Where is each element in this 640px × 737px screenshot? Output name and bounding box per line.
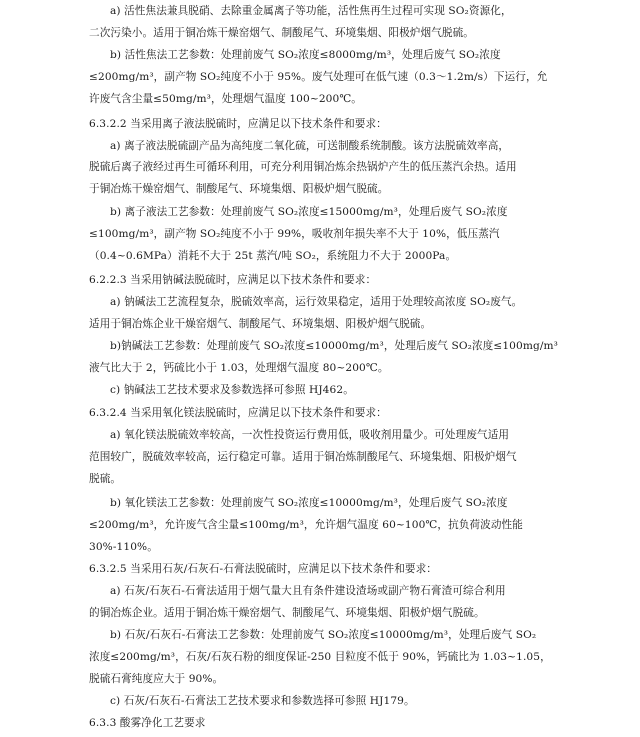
text-line: 范围较广，脱硫效率较高，运行稳定可靠。适用于铜冶炼制酸尾气、环境集烟、阳极炉烟气 xyxy=(89,451,517,463)
section-heading: 6.3.2.4 当采用氧化镁法脱硫时，应满足以下技术条件和要求： xyxy=(89,407,387,419)
text-line: a) 钠碱法工艺流程复杂，脱硫效率高，运行效果稳定，适用于处理较高浓度 SO₂废气。 xyxy=(110,296,523,308)
text-line: c) 石灰/石灰石-石膏法工艺技术要求和参数选择可参照 HJ179。 xyxy=(110,695,415,707)
text-line: b)钠碱法工艺参数：处理前废气 SO₂浓度≤10000mg/m³，处理后废气 SO₂浓度≤100mg/m³ xyxy=(110,340,559,352)
text-line: b) 离子液法工艺参数：处理前废气 SO₂浓度≤15000mg/m³，处理后废气 SO₂浓度 xyxy=(110,206,508,218)
section-heading: 6.2.2.3 当采用钠碱法脱硫时，应满足以下技术条件和要求： xyxy=(89,274,377,286)
text-line: （0.4~0.6MPa）消耗不大于 25t 蒸汽/吨 SO₂，系统阻力不大于 2000Pa。 xyxy=(89,250,457,262)
text-line: ≤200mg/m³，副产物 SO₂纯度不小于 95%。废气处理可在低气速（0.3～1.2m/s）下运行，允 xyxy=(89,71,548,83)
text-line: b) 氧化镁法工艺参数：处理前废气 SO₂浓度≤10000mg/m³，处理后废气 SO₂浓度 xyxy=(110,497,508,509)
text-line: 适用于铜冶炼企业干燥窑烟气、制酸尾气、环境集烟、阳极炉烟气脱硫。 xyxy=(89,318,432,330)
text-line: a) 氧化镁法脱硫效率较高，一次性投资运行费用低，吸收剂用量少。可处理废气适用 xyxy=(110,429,510,441)
text-line: 30%-110%。 xyxy=(89,541,158,553)
text-line: c) 钠碱法工艺技术要求及参数选择可参照 HJ462。 xyxy=(110,384,354,396)
text-line: a) 离子液法脱硫副产品为高纯度二氧化硫，可送制酸系统制酸。该方法脱硫效率高， xyxy=(110,140,510,152)
text-line: 二次污染小。适用于铜冶炼干燥窑烟气、制酸尾气、环境集烟、阳极炉烟气脱硫。 xyxy=(89,27,474,39)
section-heading: 6.3.3 酸雾净化工艺要求 xyxy=(89,717,206,729)
text-line: 的铜冶炼企业。适用于铜冶炼干燥窑烟气、制酸尾气、环境集烟、阳极炉烟气脱硫。 xyxy=(89,607,485,619)
text-line: ≤100mg/m³，副产物 SO₂纯度不小于 99%，吸收剂年损失率不大于 10%，低压蒸汽 xyxy=(89,228,500,240)
text-line: 脱硫石膏纯度应大于 90%。 xyxy=(89,673,224,685)
text-line: 于铜冶炼干燥窑烟气、制酸尾气、环境集烟、阳极炉烟气脱硫。 xyxy=(89,183,389,195)
text-line: 浓度≤200mg/m³，石灰/石灰石粉的细度保证-250 目粒度不低于 90%，钙硫比为 1.03~1.05， xyxy=(89,651,551,663)
section-heading: 6.3.2.2 当采用离子液法脱硫时，应满足以下技术条件和要求： xyxy=(89,118,387,130)
text-line: b) 石灰/石灰石-石膏法工艺参数：处理前废气 SO₂浓度≤10000mg/m³，处理后废气 SO₂ xyxy=(110,629,537,641)
text-line: 许废气含尘量≤50mg/m³，处理烟气温度 100~200℃。 xyxy=(89,93,362,105)
section-heading: 6.3.2.5 当采用石灰/石灰石-石膏法脱硫时，应满足以下技术条件和要求： xyxy=(89,563,438,575)
text-line: a) 石灰/石灰石-石膏法适用于烟气量大且有条件建设渣场或副产物石膏渣可综合利用 xyxy=(110,585,506,597)
text-line: 液气比大于 2，钙硫比小于 1.03，处理烟气温度 80~200℃。 xyxy=(89,362,389,374)
text-line: a) 活性焦法兼具脱硝、去除重金属离子等功能，活性焦再生过程可实现 SO₂资源化， xyxy=(110,5,512,17)
text-line: b) 活性焦法工艺参数：处理前废气 SO₂浓度≤8000mg/m³，处理后废气 SO₂浓度 xyxy=(110,49,501,61)
text-line: 脱硫后离子液经过再生可循环利用，可充分利用铜冶炼余热锅炉产生的低压蒸汽余热。适用 xyxy=(89,161,517,173)
text-line: ≤200mg/m³，允许废气含尘量≤100mg/m³，允许烟气温度 60~100℃，抗负荷波动性能 xyxy=(89,519,523,531)
text-line: 脱硫。 xyxy=(89,473,122,485)
